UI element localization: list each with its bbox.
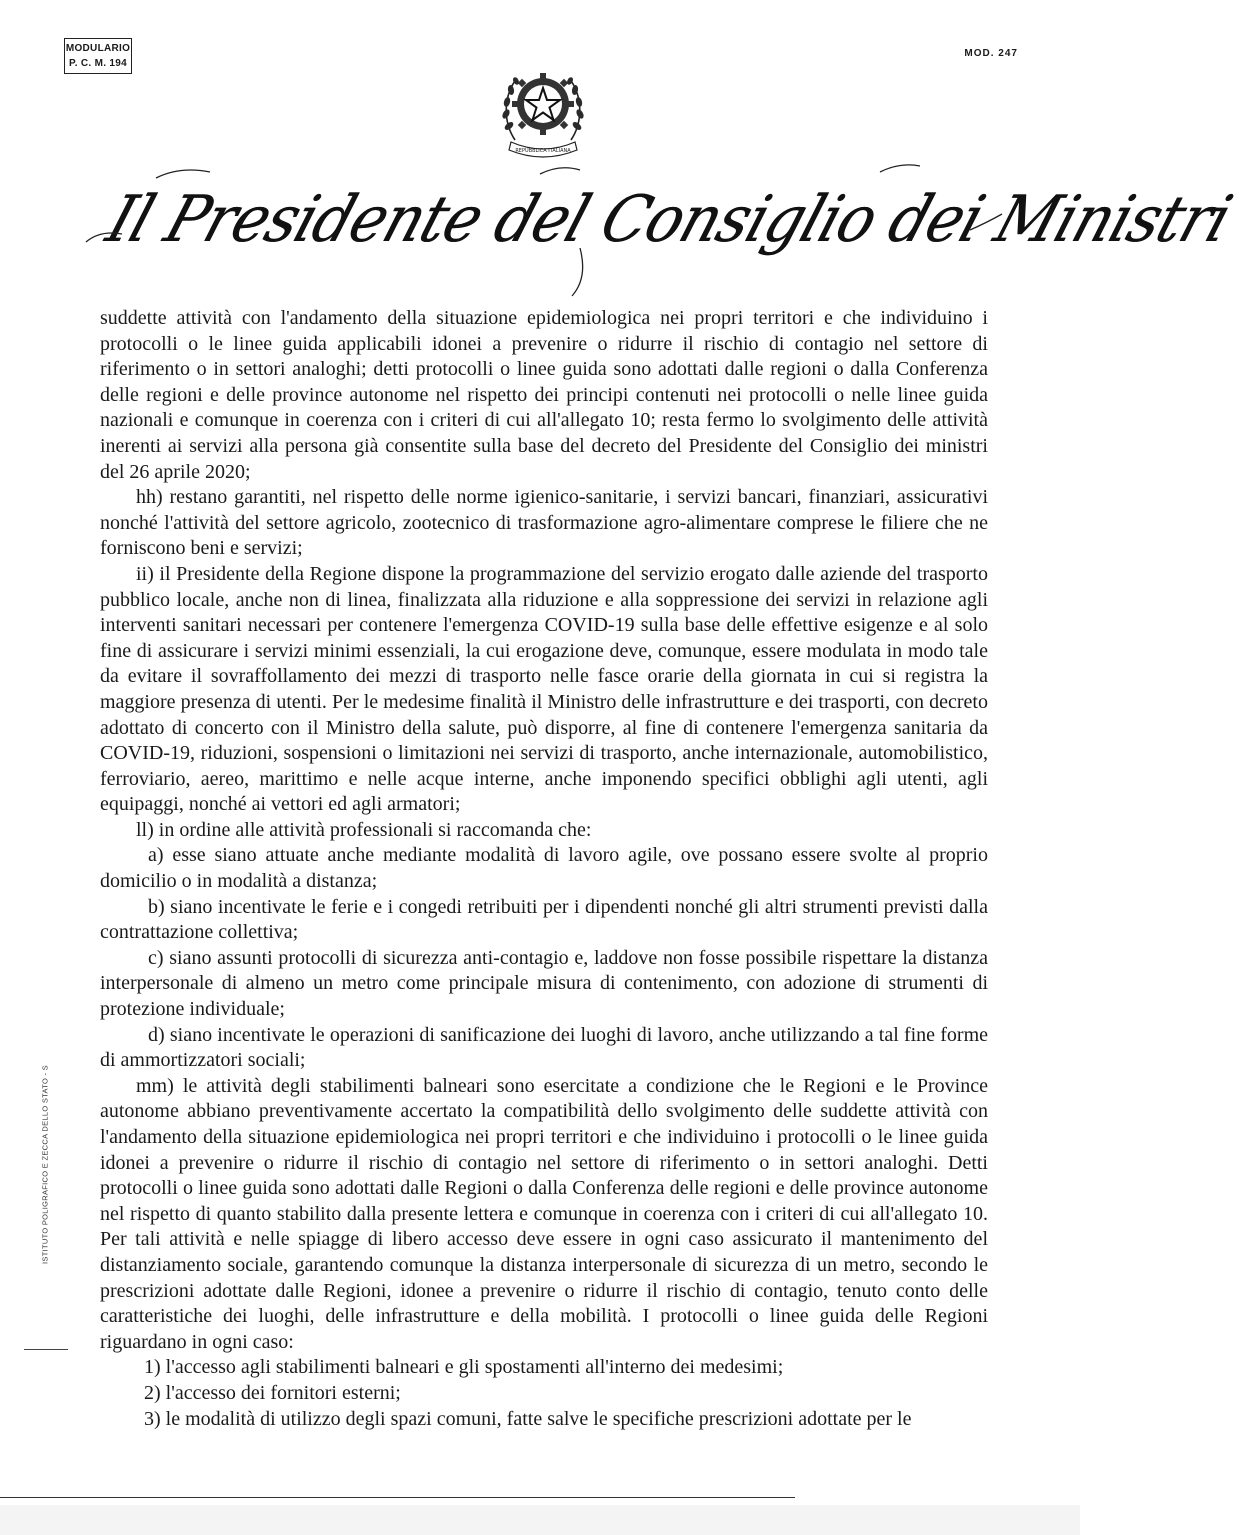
- emblem-ribbon-text: REPUBBLICA ITALIANA: [515, 148, 571, 154]
- document-body: [100, 306, 988, 1432]
- paragraph-ll: ll) in ordine alle attività professionali si raccomanda che:: [136, 818, 592, 841]
- list-item-3: 3) le modalità di utilizzo degli spazi comuni, fatte salve le specifiche prescrizioni adottate per le: [144, 1407, 912, 1430]
- letterhead-flourish: [60, 160, 1240, 300]
- scan-bottom-band: [0, 1505, 1080, 1535]
- list-item-b: b) siano incentivate le ferie e i congedi retribuiti per i dipendenti nonché gli altri strumenti previsti dalla contrattazione collettiva;: [100, 895, 988, 944]
- modulario-line1: MODULARIO: [65, 43, 131, 54]
- italian-emblem-icon: [497, 56, 589, 160]
- paragraph-hh: hh) restano garantiti, nel rispetto delle norme igienico-sanitarie, i servizi bancari, finanziari, assicurativi nonché l'attività del settore agricolo, zootecnico di trasformazione agro-alimentare comprese le filiere che ne forniscono beni e servizi;: [100, 486, 988, 560]
- list-item-1: 1) l'accesso agli stabilimenti balneari e gli spostamenti all'interno dei medesimi;: [144, 1356, 784, 1379]
- paragraph-mm: mm) le attività degli stabilimenti balneari sono esercitate a condizione che le Regioni e le Province autonome abbiano preventivamente accertato la compatibilità dello svolgimento delle suddette attività con l'andamento della situazione epidemiologica nei propri territori e che individuino i protocolli o le linee guida idonei a prevenire o ridurre il rischio di contagio nel settore di riferimento o in settori analoghi. Detti protocolli o linee guida sono adottati dalle Regioni o dalla Conferenza delle regioni e delle province autonome nel rispetto di quanto stabilito dalla presente lettera e comunque in coerenza con i criteri di cui all'allegato 10. Per tali attività e nelle spiagge di libero accesso deve essere in ogni caso assicurato il mantenimento del distanziamento sociale, garantendo comunque la distanza interpersonale di sicurezza di un metro, secondo le prescrizioni adottate dalle Regioni, idonee a prevenire o ridurre il rischio di contagio, tenuto conto delle caratteristiche dei luoghi, delle infrastrutture e della mobilità. I protocolli o linee guida delle Regioni riguardano in ogni caso:: [100, 1074, 988, 1353]
- printer-side-mark: [36, 1060, 48, 1270]
- mod-code: MOD. 247: [964, 48, 1018, 59]
- list-item-d: d) siano incentivate le operazioni di sanificazione dei luoghi di lavoro, anche utilizzando a tal fine forme di ammortizzatori sociali;: [100, 1023, 988, 1072]
- modulario-box: [64, 38, 132, 74]
- list-item-a: a) esse siano attuate anche mediante modalità di lavoro agile, ove possano essere svolte al proprio domicilio o in modalità a distanza;: [100, 844, 988, 893]
- modulario-line2: P. C. M. 194: [69, 58, 127, 69]
- paragraph-continuation: suddette attività con l'andamento della situazione epidemiologica nei propri territori e che individuino i protocolli o le linee guida applicabili idonei a prevenire o ridurre il rischio di contagio nel settore di riferimento o in settori analoghi; detti protocolli o linee guida sono adottati dalle regioni o dalla Conferenza delle regioni e delle province autonome nel rispetto dei principi contenuti nei protocolli o nelle linee guida nazionali e comunque in coerenza con i criteri di cui all'allegato 10; resta fermo lo svolgimento delle attività inerenti ai servizi alla persona già consentite sulla base del decreto del Presidente del Consiglio dei ministri del 26 aprile 2020;: [100, 307, 988, 483]
- printer-side-text: ISTITUTO POLIGRAFICO E ZECCA DELLO STATO - S: [40, 1065, 50, 1264]
- list-item-c: c) siano assunti protocolli di sicurezza anti-contagio e, laddove non fosse possibile rispettare la distanza interpersonale di almeno un metro come principale misura di contenimento, con adozione di strumenti di protezione individuale;: [100, 946, 988, 1021]
- bottom-divider: [0, 1497, 795, 1498]
- side-divider: [24, 1349, 68, 1350]
- paragraph-ii: ii) il Presidente della Regione dispone la programmazione del servizio erogato dalle aziende del trasporto pubblico locale, anche non di linea, finalizzata alla riduzione e alla soppressione dei servizi in relazione agli interventi sanitari necessari per contenere l'emergenza COVID-19 sulla base delle effettive esigenze e al solo fine di assicurare i servizi minimi essenziali, la cui erogazione deve, comunque, essere modulata in modo tale da evitare il sovraffollamento dei mezzi di trasporto nelle fasce orarie della giornata in cui si registra la maggiore presenza di utenti. Per le medesime finalità il Ministro delle infrastrutture e dei trasporti, con decreto adottato di concerto con il Ministro della salute, può disporre, al fine di contenere l'emergenza sanitaria da COVID-19, riduzioni, sospensioni o limitazioni nei servizi di trasporto, anche internazionale, automobilistico, ferroviario, aereo, marittimo e nelle acque interne, anche imponendo specifici obblighi agli utenti, agli equipaggi, nonché ai vettori ed agli armatori;: [100, 562, 988, 816]
- letterhead-title: Il Presidente del Consiglio dei Ministri: [98, 183, 1240, 257]
- list-item-2: 2) l'accesso dei fornitori esterni;: [144, 1381, 401, 1404]
